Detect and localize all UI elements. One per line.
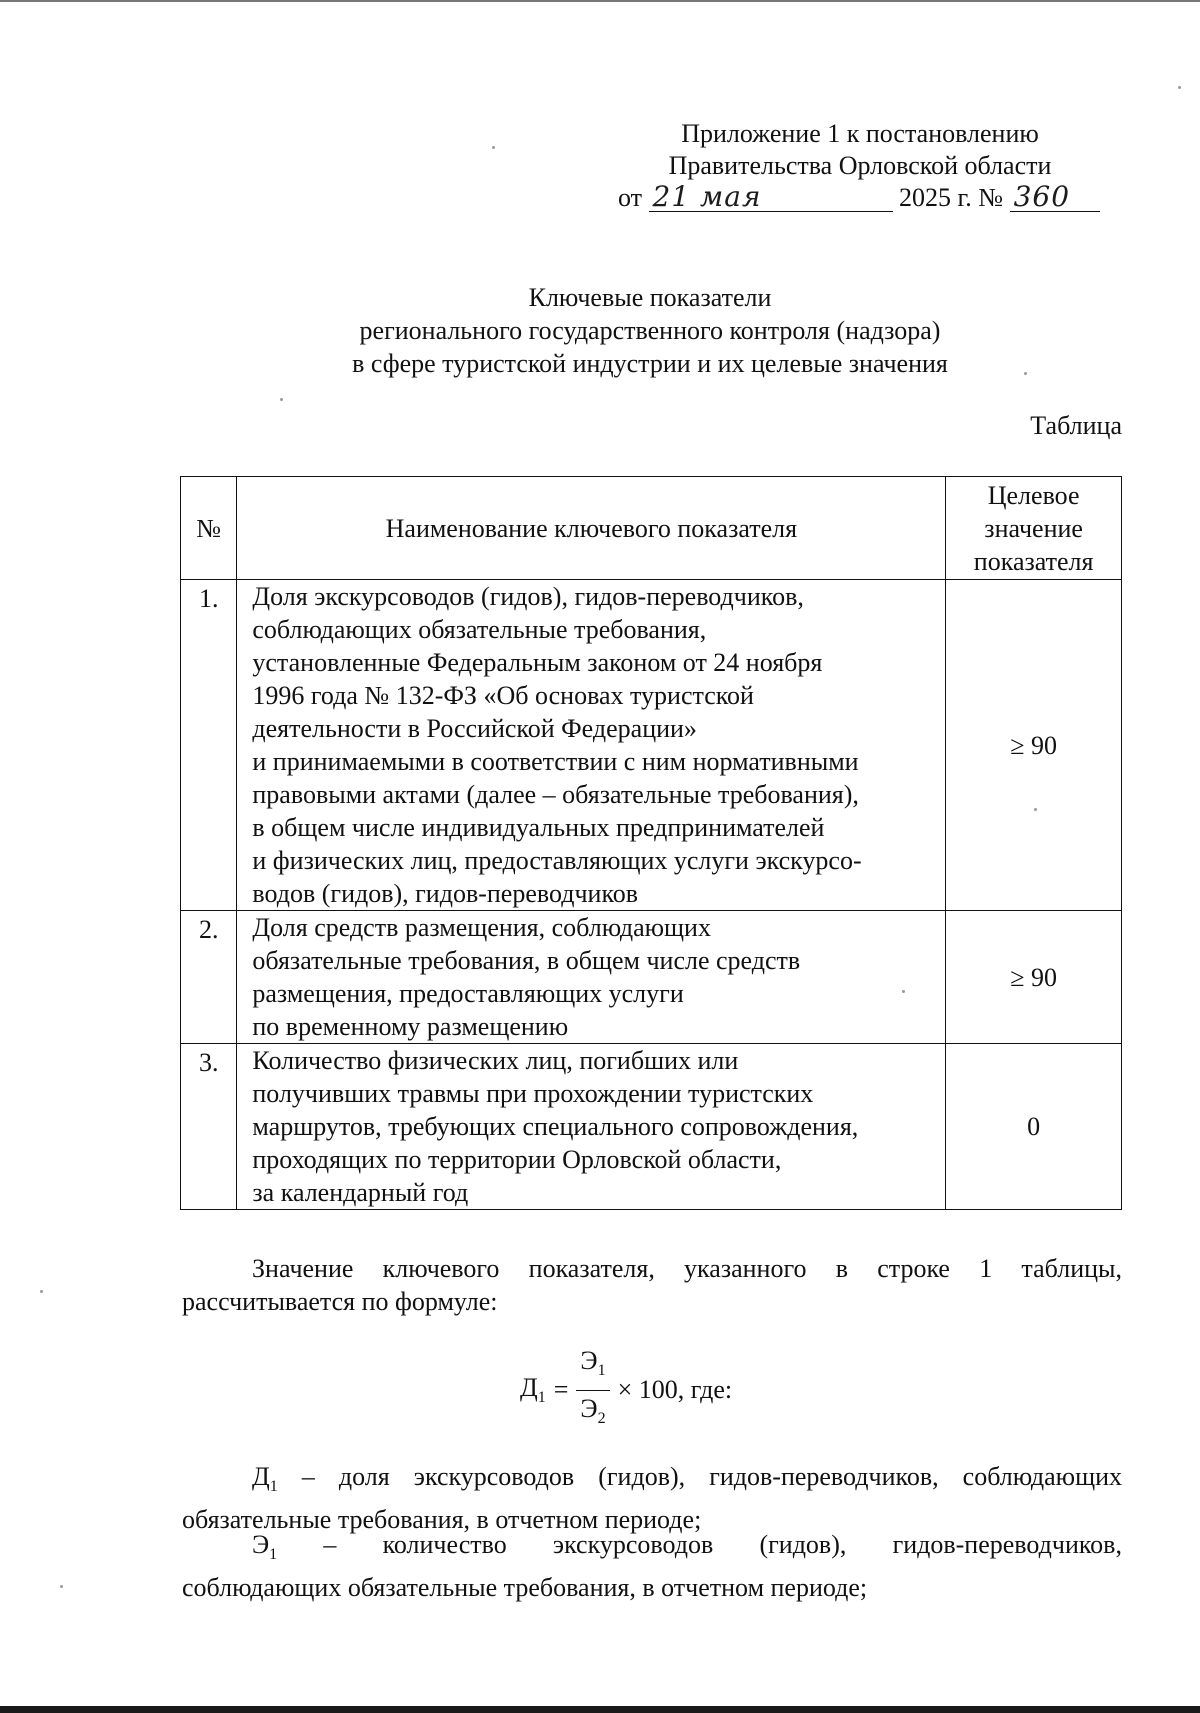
row-name-line: деятельности в Российской Федерации» — [252, 714, 697, 743]
definition-e1-word: гидов-переводчиков, — [892, 1530, 1122, 1559]
scan-speckle — [40, 1290, 43, 1293]
formula — [520, 1345, 840, 1435]
scan-top-edge — [0, 0, 1200, 2]
row-name-line: обязательные требования, в общем числе средств — [252, 946, 801, 975]
definition-e1-symbol: Э — [252, 1530, 270, 1559]
appendix-line-1: Приложение 1 к постановлению — [681, 119, 1039, 148]
appendix-ot: от — [618, 183, 643, 212]
definition-e1-subscript: 1 — [269, 1546, 278, 1564]
appendix-year: 2025 г. № — [899, 183, 1004, 212]
appendix-header — [600, 118, 1120, 214]
header-target-line: значение — [984, 513, 1083, 543]
handwritten-number: 360 — [1010, 183, 1100, 212]
row-name-line: и принимаемыми в соответствии с ним нормативными — [252, 747, 859, 776]
scan-speckle — [60, 1585, 63, 1588]
row-name-line: по временному размещению — [252, 1012, 569, 1041]
header-target — [946, 477, 1122, 580]
row-name-line: Доля экскурсоводов (гидов), гидов-переводчиков, — [252, 582, 804, 611]
row-name-line: правовыми актами (далее – обязательные требования), — [252, 780, 859, 809]
header-name: Наименование ключевого показателя — [237, 477, 946, 580]
formula-numerator-symbol: Э — [580, 1346, 598, 1376]
table-label: Таблица — [1030, 411, 1122, 440]
definition-e1-word: – — [323, 1530, 337, 1559]
definition-e1-word: количество — [382, 1530, 507, 1559]
scan-speckle — [1024, 372, 1027, 375]
row-name — [237, 911, 946, 1044]
row-target: ≥ 90 — [946, 911, 1122, 1044]
formula-equals: = — [553, 1375, 569, 1404]
appendix-date-number-line — [600, 182, 1120, 214]
row-name-line: получивших травмы при прохождении туристских — [252, 1079, 814, 1108]
scan-speckle — [902, 990, 905, 993]
row-name-line: 1996 года № 132-ФЗ «Об основах туристской — [252, 681, 754, 710]
table-row — [181, 580, 1122, 911]
definition-e1-line-2: соблюдающих обязательные требования, в отчетном периоде; — [182, 1573, 868, 1603]
definition-d1-subscript: 1 — [269, 1478, 278, 1496]
row-number: 1. — [181, 580, 237, 911]
definition-d1-text: – доля экскурсоводов (гидов), гидов-переводчиков, соблюдающих обязательные требования, в отчетном периоде; — [182, 1462, 1122, 1535]
formula-lhs-symbol: Д — [520, 1372, 538, 1402]
definition-d1-symbol: Д — [252, 1462, 270, 1491]
formula-lhs-subscript: 1 — [537, 1389, 546, 1407]
handwritten-date: 21 мая — [649, 183, 893, 212]
row-name-line: установленные Федеральным законом от 24 ноября — [252, 648, 823, 677]
kpi-table — [180, 476, 1122, 1210]
definition-e1-word: (гидов), — [759, 1530, 847, 1559]
row-number: 2. — [181, 911, 237, 1044]
definition-e1 — [182, 1528, 1122, 1604]
header-num: № — [181, 477, 237, 580]
formula-numerator — [576, 1345, 609, 1390]
row-name-line: проходящих по территории Орловской области, — [252, 1145, 782, 1174]
formula-fraction — [576, 1345, 609, 1434]
definition-e1-symbol-wrap — [252, 1528, 277, 1571]
table-row — [181, 911, 1122, 1044]
scan-speckle — [1034, 808, 1037, 811]
row-name-line: за календарный год — [252, 1178, 469, 1207]
title-line-3: в сфере туристской индустрии и их целевые значения — [352, 349, 948, 378]
table-row — [181, 1044, 1122, 1210]
formula-denominator-symbol: Э — [580, 1393, 598, 1423]
definition-e1-line-1 — [182, 1528, 1122, 1571]
definition-d1 — [182, 1460, 1122, 1536]
formula-denominator-subscript: 2 — [597, 1409, 606, 1427]
row-name-line: размещения, предоставляющих услуги — [252, 979, 684, 1008]
row-number: 3. — [181, 1044, 237, 1210]
row-name-line: Количество физических лиц, погибших или — [252, 1046, 739, 1075]
title-line-1: Ключевые показатели — [528, 283, 772, 312]
row-name-line: соблюдающих обязательные требования, — [252, 615, 707, 644]
scan-speckle — [492, 146, 495, 149]
row-name-line: водов (гидов), гидов-переводчиков — [252, 879, 639, 908]
formula-numerator-subscript: 1 — [597, 1362, 606, 1380]
appendix-line-2: Правительства Орловской области — [668, 151, 1052, 180]
formula-denominator — [576, 1391, 609, 1435]
formula-tail: × 100, где: — [617, 1375, 733, 1404]
row-name-line: в общем числе индивидуальных предпринимателей — [252, 813, 825, 842]
scan-speckle — [1178, 86, 1181, 89]
table-header-row — [181, 477, 1122, 580]
row-name — [237, 580, 946, 911]
definition-e1-word: экскурсоводов — [552, 1530, 714, 1559]
header-target-line: показателя — [973, 546, 1094, 576]
row-name-line: Доля средств размещения, соблюдающих — [252, 913, 711, 942]
row-target: ≥ 90 — [946, 580, 1122, 911]
row-name-line: и физических лиц, предоставляющих услуги экскурсо- — [252, 846, 862, 875]
row-name — [237, 1044, 946, 1210]
row-target: 0 — [946, 1044, 1122, 1210]
formula-intro-paragraph: Значение ключевого показателя, указанного в строке 1 таблицы, рассчитывается по формуле: — [182, 1254, 1122, 1316]
row-name-line: маршрутов, требующих специального сопровождения, — [252, 1112, 859, 1141]
scan-speckle — [280, 398, 283, 401]
scan-bottom-edge — [0, 1706, 1200, 1713]
document-title — [180, 281, 1120, 380]
formula-lhs — [520, 1373, 546, 1407]
header-target-line: Целевое — [987, 480, 1080, 510]
title-line-2: регионального государственного контроля (надзора) — [359, 316, 941, 345]
